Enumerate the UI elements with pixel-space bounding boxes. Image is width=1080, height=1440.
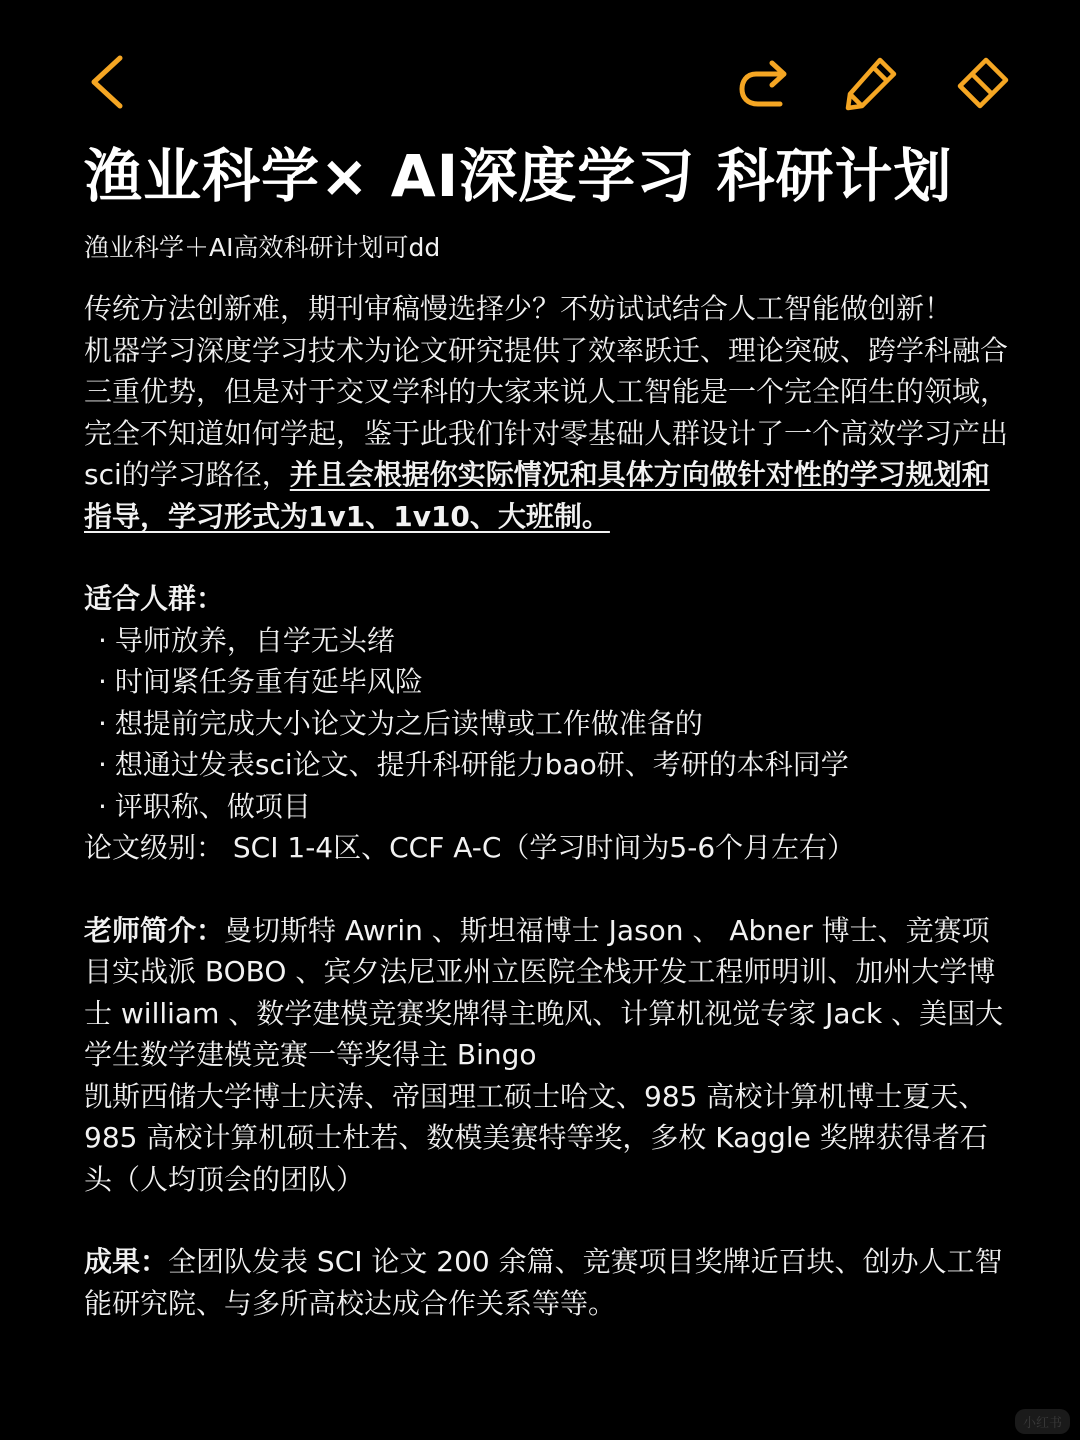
bullet: · (98, 789, 107, 823)
list-item-text: 导师放养，自学无头绪 (114, 623, 395, 657)
watermark-logo: 小红书 (1015, 1409, 1070, 1434)
note-subtitle: 渔业科学＋AI高效科研计划可dd (84, 233, 441, 262)
bullet: · (98, 623, 107, 657)
teachers-heading: 老师简介： (84, 913, 225, 947)
intro-highlight: 并且会根据你实际情况和具体方向做针对性的学习规划和指导，学习形式为1v1、1v10、大班制。 (84, 458, 990, 533)
pencil-icon[interactable] (840, 54, 900, 114)
results-paragraph (84, 1241, 1014, 1324)
list-item-text: 想提前完成大小论文为之后读博或工作做准备的 (114, 706, 703, 740)
audience-list (84, 620, 1014, 828)
top-toolbar (0, 0, 1080, 140)
intro-text: 机器学习深度学习技术为论文研究提供了效率跃迁、理论突破、跨学科融合三重优势，但是对于交叉学科的大家来说人工智能是一个完全陌生的领域，完全不知道如何学起，鉴于此我们针对零基础人群设计了一个高效学习产出sci的学习路径， (84, 333, 1009, 491)
list-item-text: 想通过发表sci论文、提升科研能力bao研、考研的本科同学 (114, 748, 849, 781)
bullet: · (98, 706, 107, 740)
chevron-left-icon[interactable] (82, 50, 134, 114)
eraser-icon[interactable] (950, 54, 1012, 114)
list-item-text: 评职称、做项目 (114, 789, 311, 823)
note-body (84, 288, 1014, 1324)
results-heading: 成果： (84, 1245, 169, 1278)
bullet: · (98, 748, 107, 781)
paper-level: 论文级别： SCI 1-4区、CCF A-C（学习时间为5-6个月左右） (84, 831, 856, 864)
redo-icon[interactable] (734, 56, 794, 112)
bullet: · (98, 665, 107, 698)
list-item (84, 744, 1014, 786)
teachers-paragraph-1 (84, 910, 1014, 1076)
results-text: 全团队发表 SCI 论文 200 余篇、竞赛项目奖牌近百块、创办人工智能研究院、与多所高校达成合作关系等等。 (84, 1245, 1003, 1320)
list-item (84, 620, 1014, 662)
note-content (84, 138, 1014, 1324)
intro-paragraph-2 (84, 330, 1014, 538)
teachers-paragraph-2: 凯斯西储大学博士庆涛、帝国理工硕士哈文、985 高校计算机博士夏天、985 高校计算机硕士杜若、数模美赛特等奖，多枚 Kaggle 奖牌获得者石头（人均顶会的团队） (84, 1079, 988, 1196)
teachers-text: 曼切斯特 Awrin 、斯坦福博士 Jason 、 Abner 博士、竞赛项目实战派 BOBO 、宾夕法尼亚州立医院全栈开发工程师明训、加州大学博士 william 、数学建模竞赛奖牌得主晚风、计算机视觉专家 Jack 、美国大学生数学建模竞赛一等奖得主 Bingo (84, 913, 1004, 1071)
list-item (84, 661, 1014, 703)
list-item (84, 786, 1014, 828)
intro-paragraph-1: 传统方法创新难，期刊审稿慢选择少？不妨试试结合人工智能做创新！ (84, 292, 953, 325)
audience-heading: 适合人群： (84, 582, 225, 615)
list-item (84, 703, 1014, 745)
note-title: 渔业科学× AI深度学习 科研计划 (84, 142, 953, 210)
list-item-text: 时间紧任务重有延毕风险 (114, 665, 423, 698)
